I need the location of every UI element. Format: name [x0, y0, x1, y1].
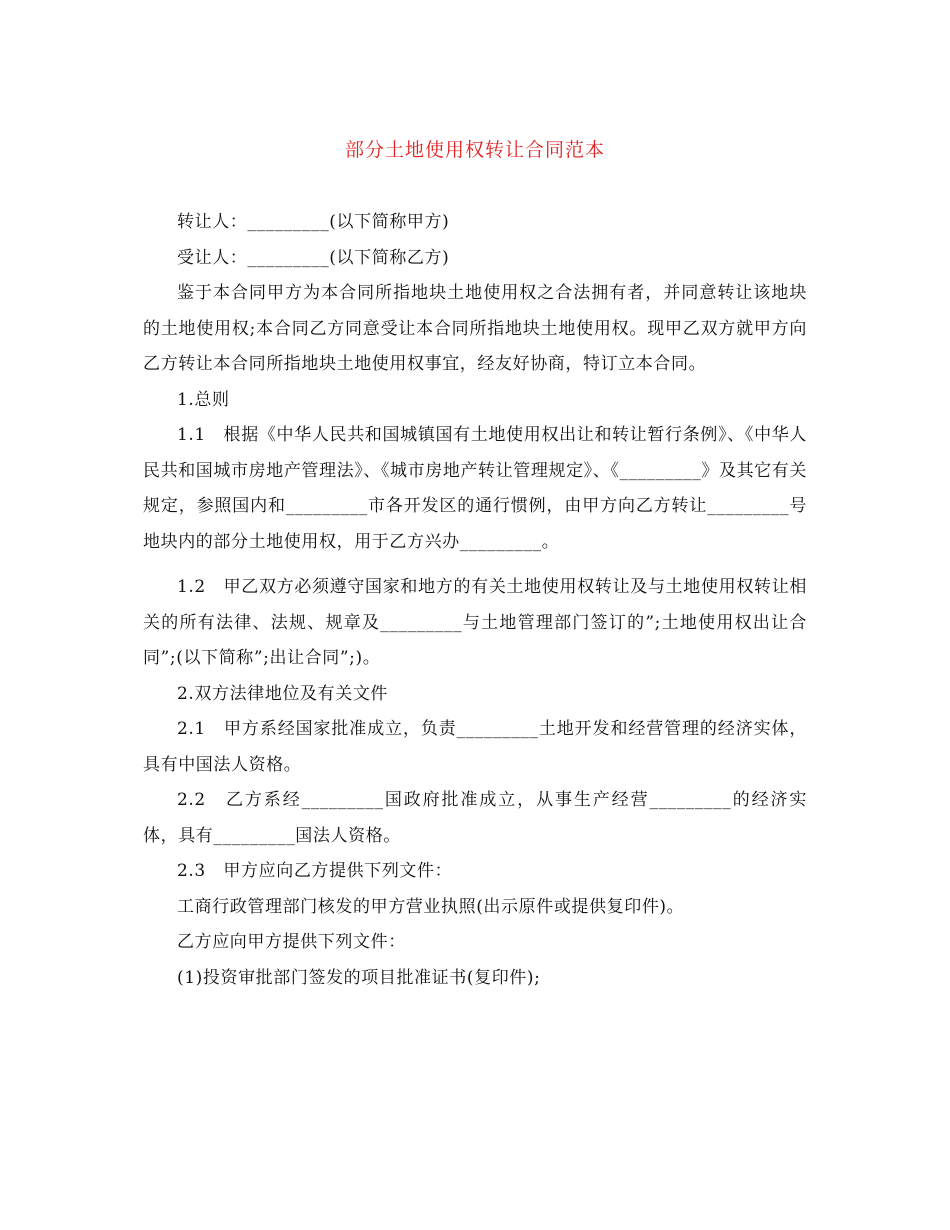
clause-1-1: 1.1 根据《中华人民共和国城镇国有土地使用权出让和转让暂行条例》、《中华人民共和国城市房地产管理法》、《城市房地产转让管理规定》、《_________》及其它有关规定，参照国内和_________市各开发区的通行惯例，由甲方向乙方转让_________号地块内的部分土地使用权，用于乙方兴办_________。 — [143, 425, 807, 552]
document-title: 部分土地使用权转让合同范本 — [344, 139, 605, 161]
clause-1-2: 1.2 甲乙双方必须遵守国家和地方的有关土地使用权转让及与土地使用权转让相关的所有法律、法规、规章及_________与土地管理部门签订的”;土地使用权出让合同”;(以下简称”;出让合同”;)。 — [143, 577, 807, 668]
document-body — [143, 205, 807, 996]
clause-2-3: 2.3 甲方应向乙方提供下列文件： — [177, 861, 453, 881]
section-heading-legal-status: 2.双方法律地位及有关文件 — [177, 683, 389, 704]
paragraph-preamble: 鉴于本合同甲方为本合同所指地块土地使用权之合法拥有者，并同意转让该地块的土地使用权;本合同乙方同意受让本合同所指地块土地使用权。现甲乙双方就甲方向乙方转让本合同所指地块土地使用权事宜，经友好协商，特订立本合同。 — [143, 283, 807, 374]
paragraph-transferee: 受让人：_________(以下简称乙方) — [177, 247, 450, 268]
clause-2-1: 2.1 甲方系经国家批准成立，负责_________土地开发和经营管理的经济实体，具有中国法人资格。 — [143, 719, 807, 775]
section-heading-general: 1.总则 — [177, 389, 230, 410]
list-item-project-approval: (1)投资审批部门签发的项目批准证书(复印件); — [177, 967, 541, 988]
clause-2-2: 2.2 乙方系经_________国政府批准成立，从事生产经营_________的经济实体，具有_________国法人资格。 — [143, 790, 807, 846]
paragraph-transferor: 转让人：_________(以下简称甲方) — [177, 212, 450, 232]
list-heading-transferee-documents: 乙方应向甲方提供下列文件： — [177, 932, 406, 952]
list-item-business-license: 工商行政管理部门核发的甲方营业执照(出示原件或提供复印件)。 — [177, 896, 685, 917]
